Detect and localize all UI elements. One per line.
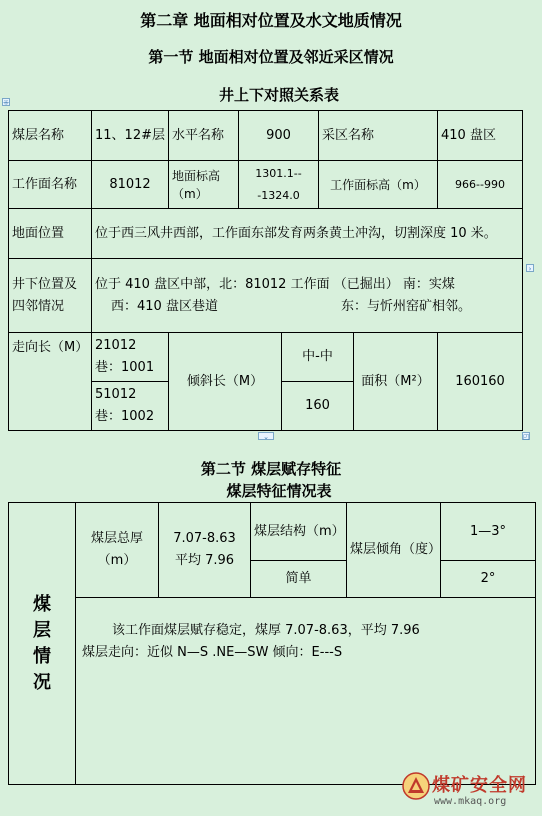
thickness-label: 煤层总厚（m）: [76, 503, 159, 598]
thickness-value: [159, 503, 251, 598]
structure-label: 煤层结构（m）: [251, 503, 347, 561]
dip-length-label: 倾斜长（M）: [169, 333, 282, 431]
thickness-range: 7.07-8.63: [173, 531, 236, 546]
table-resize-handle[interactable]: ◰: [523, 433, 530, 441]
table-insert-row-handle[interactable]: ⌄: [258, 432, 274, 440]
mining-area-value: 410 盘区: [438, 111, 523, 161]
mine-safety-logo-icon: [402, 772, 430, 800]
strike-length-value-1: 21012 巷：1001: [92, 333, 169, 382]
face-elev-value: 966--990: [438, 161, 523, 209]
surface-position-label: 地面位置: [9, 209, 92, 259]
area-value: 160160: [438, 333, 523, 431]
face-elev-label: 工作面标高（m）: [319, 161, 438, 209]
thickness-avg: 平均 7.96: [174, 553, 235, 568]
watermark-title: 煤矿安全网: [432, 775, 527, 796]
dip-angle-range: 1—3°: [441, 503, 536, 561]
strike-length-value-2: 51012 巷：1002: [92, 382, 169, 431]
chapter-title: 第二章 地面相对位置及水文地质情况: [140, 11, 402, 30]
seam-description: [76, 598, 536, 785]
face-value: 81012: [92, 161, 169, 209]
underground-position-label: 井下位置及四邻情况: [9, 259, 92, 333]
surface-underground-table: [8, 110, 523, 431]
level-label: 水平名称: [169, 111, 239, 161]
mid-label: 中-中: [282, 333, 354, 382]
face-label: 工作面名称: [9, 161, 92, 209]
seam-condition-text: 煤层情况: [33, 593, 51, 693]
mining-area-label: 采区名称: [319, 111, 438, 161]
dip-angle-label: 煤层倾角（度）: [347, 503, 441, 598]
surface-position-value: 位于西三风井西部，工作面东部发育两条黄土冲沟，切割深度 10 米。: [92, 209, 523, 259]
seam-feature-table: [8, 502, 536, 785]
underground-position-value: [92, 259, 523, 333]
section1-title: 第一节 地面相对位置及邻近采区情况: [148, 48, 394, 66]
strike-length-label: 走向长（M）: [9, 333, 92, 431]
seam-label: 煤层名称: [9, 111, 92, 161]
seam-description-line-1: 该工作面煤层赋存稳定，煤厚 7.07-8.63，平均 7.96: [112, 623, 420, 638]
underground-lines-2-3: [95, 296, 519, 318]
area-label: 面积（M²）: [354, 333, 438, 431]
underground-line-2: 西：410 盘区巷道: [111, 298, 218, 314]
seam-condition-label: [9, 503, 76, 785]
underground-line-3: 东：与忻州窑矿相邻。: [341, 298, 472, 314]
seam-value: 11、12#层: [92, 111, 169, 161]
structure-value: 简单: [251, 561, 347, 598]
dip-angle-value: 2°: [441, 561, 536, 598]
table1-title: 井上下对照关系表: [218, 86, 339, 104]
mid-value: 160: [282, 382, 354, 431]
ground-elev-value: 1301.1---1324.0: [239, 161, 319, 209]
seam-description-line-2: 煤层走向：近似 N—S .NE—SW 倾向：E---S: [82, 645, 343, 660]
section2-title: 第二节 煤层赋存特征: [200, 460, 342, 478]
ground-elev-label: 地面标高（m）: [169, 161, 239, 209]
watermark-url: www.mkaq.org: [434, 796, 507, 807]
table-move-handle[interactable]: ⁜: [3, 99, 9, 107]
level-value: 900: [239, 111, 319, 161]
table-resize-handle-right[interactable]: ›: [526, 264, 534, 272]
underground-line-1: 位于 410 盘区中部，北：81012 工作面 （已掘出） 南：实煤: [95, 276, 455, 292]
table2-title: 煤层特征情况表: [226, 482, 332, 500]
site-watermark: [398, 768, 538, 812]
